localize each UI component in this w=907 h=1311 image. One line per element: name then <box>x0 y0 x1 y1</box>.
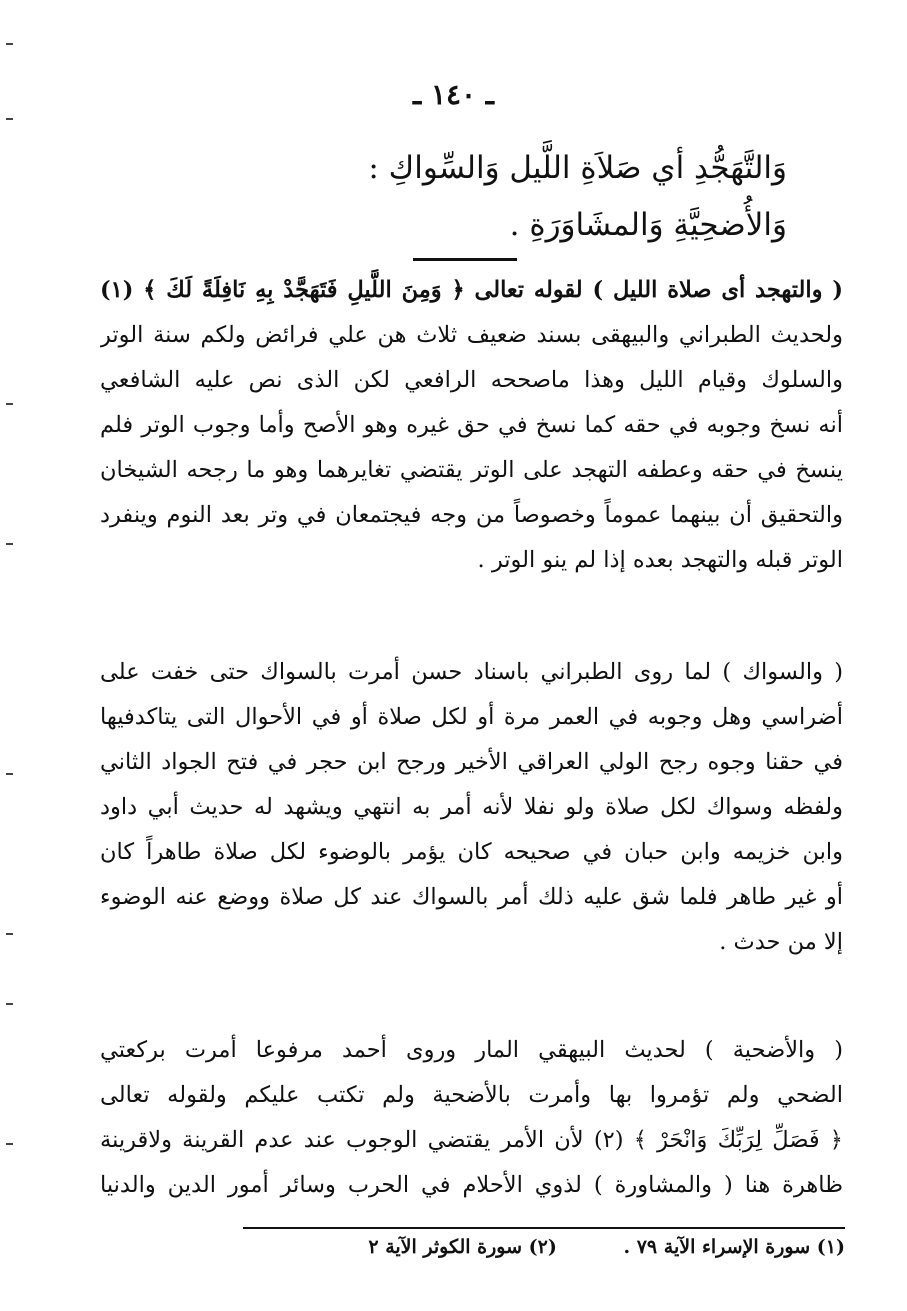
margin-mark <box>6 118 13 120</box>
footnote-2: (٢) سورة الكوثر الآية ٢ <box>368 1236 557 1258</box>
text-line: والتحقيق أن بينهما عموماً وخصوصاً من وجه فيجتمعان في وتر بعد النوم وينفرد <box>100 502 843 528</box>
page-number: ـ ١٤٠ ـ <box>412 78 495 111</box>
margin-mark <box>6 543 13 545</box>
text-line: ( والأضحية ) لحديث البيهقي المار وروى أحمد مرفوعا أمرت بركعتي <box>100 1037 843 1063</box>
text-line: في حقنا وجوه رجح الولي العراقي الأخير ورجح ابن حجر في فتح الجواد الثاني <box>100 749 843 775</box>
verse-line-1: وَالتَّهَجُّدِ أي صَلاَةِ اللَّيل وَالسِّواكِ : <box>368 150 787 186</box>
margin-mark <box>6 403 13 405</box>
footnotes <box>243 1232 845 1262</box>
text-line: أضراسي وهل وجوبه في العمر مرة أو لكل صلاة أو في الأحوال التى يتاكدفيها <box>100 704 843 730</box>
text-line: أو غير طاهر فلما شق عليه ذلك أمر بالسواك عند كل صلاة ووضع عنه الوضوء <box>100 884 843 910</box>
footnote-1: (١) سورة الإسراء الآية ٧٩ . <box>623 1236 845 1258</box>
text-line: ظاهرة هنا ( والمشاورة ) لذوي الأحلام في الحرب وسائر أمور الدين والدنيا <box>100 1172 843 1198</box>
margin-mark <box>6 1003 13 1005</box>
text-line: والسلوك وقيام الليل وهذا ماصححه الرافعي لكن الذى نص عليه الشافعي <box>100 367 843 393</box>
text-line: وابن خزيمه وابن حبان في صحيحه كان يؤمر بالوضوء لكل صلاة طاهراً كان <box>100 839 843 865</box>
paragraph-siwak <box>100 650 843 965</box>
text-line: الوتر قبله والتهجد بعده إذا لم ينو الوتر . <box>477 547 843 573</box>
verse-line-2: وَالأُضحِيَّةِ وَالمشَاوَرَةِ . <box>509 207 787 243</box>
margin-mark <box>6 773 13 775</box>
text-line: الضحي ولم تؤمروا بها وأمرت بالأضحية ولم تكتب عليكم ولقوله تعالى <box>100 1082 843 1108</box>
text-line: ﴿ فَصَلِّ لِرَبِّكَ وَانْحَرْ ﴾ (٢) لأن الأمر يقتضي الوجوب عند عدم القرينة ولاقرينة <box>100 1127 843 1153</box>
text-line: أنه نسخ وجوبه في حقه كما نسخ في حق غيره وهو الأصح وأما وجوب الوتر فلم <box>100 412 843 438</box>
paragraph-tahajjud <box>100 268 843 583</box>
footnote-divider <box>243 1227 845 1229</box>
section-divider <box>413 258 517 261</box>
text-line: ولفظه وسواك لكل صلاة ولو نفلا لأنه أمر به انتهي ويشهد له حديث أبي داود <box>100 794 843 820</box>
margin-mark <box>6 933 13 935</box>
margin-mark <box>6 43 13 45</box>
text-line: ( والسواك ) لما روى الطبراني باسناد حسن أمرت بالسواك حتى خفت على <box>100 659 843 685</box>
text-line: ينسخ في حقه وعطفه التهجد على الوتر يقتضي تغايرهما وهو ما رجحه الشيخان <box>100 457 843 483</box>
text-line: ( والتهجد أى صلاة الليل ) لقوله تعالى ﴿ وَمِنَ اللَّيلِ فَتَهَجَّدْ بِهِ نَافِلَةً لَكَ ﴾ (١) <box>100 277 843 303</box>
margin-mark <box>6 1143 13 1145</box>
paragraph-udhiya <box>100 1028 843 1208</box>
text-line: إلا من حدث . <box>719 929 843 955</box>
text-line: ولحديث الطبراني والبيهقى بسند ضعيف ثلاث هن علي فرائض ولكم سنة الوتر <box>100 322 843 348</box>
